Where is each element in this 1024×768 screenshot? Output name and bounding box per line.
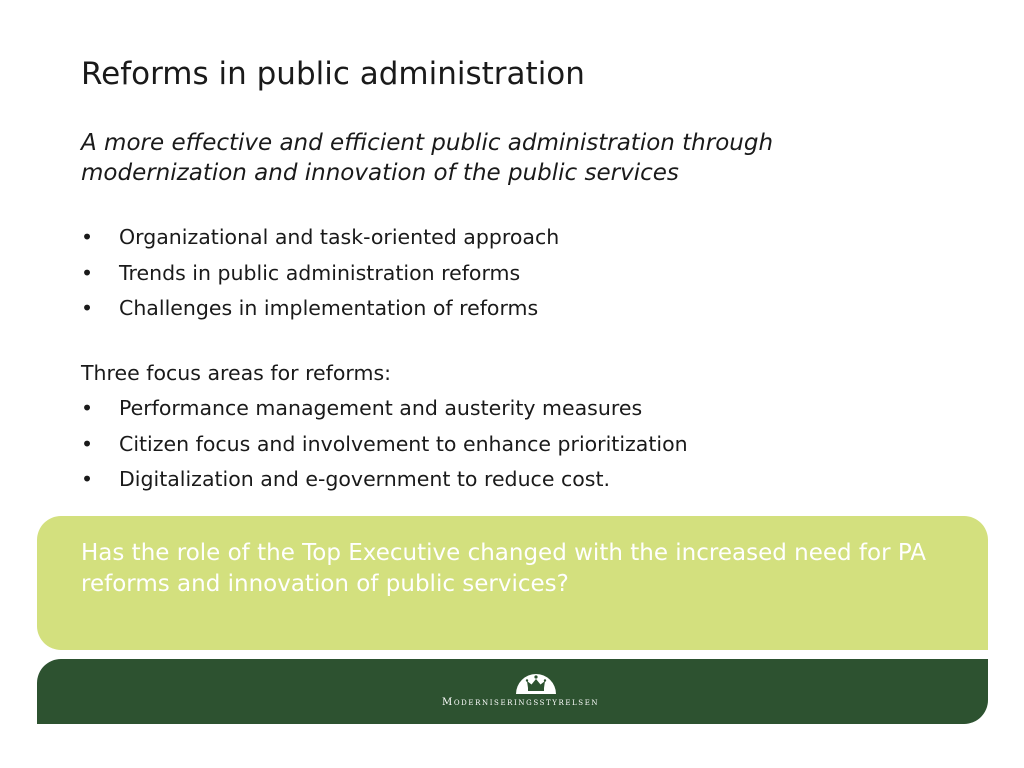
list-item bbox=[81, 462, 688, 498]
question-band bbox=[37, 516, 988, 650]
focus-bullet-list bbox=[81, 391, 688, 498]
list-item bbox=[81, 220, 559, 256]
bullet-text: Challenges in implementation of reforms bbox=[119, 296, 539, 320]
bullet-icon: • bbox=[81, 296, 94, 320]
crown-logo-icon bbox=[515, 672, 557, 694]
bullet-icon: • bbox=[81, 225, 94, 249]
slide-title: Reforms in public administration bbox=[81, 56, 585, 92]
footer-band bbox=[37, 659, 988, 724]
bullet-text: Organizational and task-oriented approach bbox=[119, 225, 560, 249]
list-item bbox=[81, 391, 688, 427]
intro-bullet-list bbox=[81, 220, 559, 327]
list-item bbox=[81, 291, 559, 327]
list-item bbox=[81, 256, 559, 292]
focus-areas-heading: Three focus areas for reforms: bbox=[81, 361, 392, 385]
bullet-icon: • bbox=[81, 396, 94, 420]
bullet-text: Citizen focus and involvement to enhance prioritization bbox=[119, 431, 688, 456]
logo-wordmark: Moderniseringsstyrelsen bbox=[442, 697, 600, 708]
bullet-icon: • bbox=[81, 467, 94, 491]
list-item bbox=[81, 427, 688, 463]
bullet-text: Performance management and austerity measures bbox=[119, 396, 643, 420]
question-text: Has the role of the Top Executive changed with the increased need for PA reforms and innovation of public services? bbox=[81, 540, 926, 597]
bullet-icon: • bbox=[81, 260, 94, 285]
bullet-text: Trends in public administration reforms bbox=[119, 260, 521, 285]
bullet-icon: • bbox=[81, 431, 94, 456]
slide-subtitle: A more effective and efficient public administration through modernization and innovation of the public services bbox=[81, 130, 774, 186]
bullet-text: Digitalization and e-government to reduce cost. bbox=[119, 467, 611, 491]
